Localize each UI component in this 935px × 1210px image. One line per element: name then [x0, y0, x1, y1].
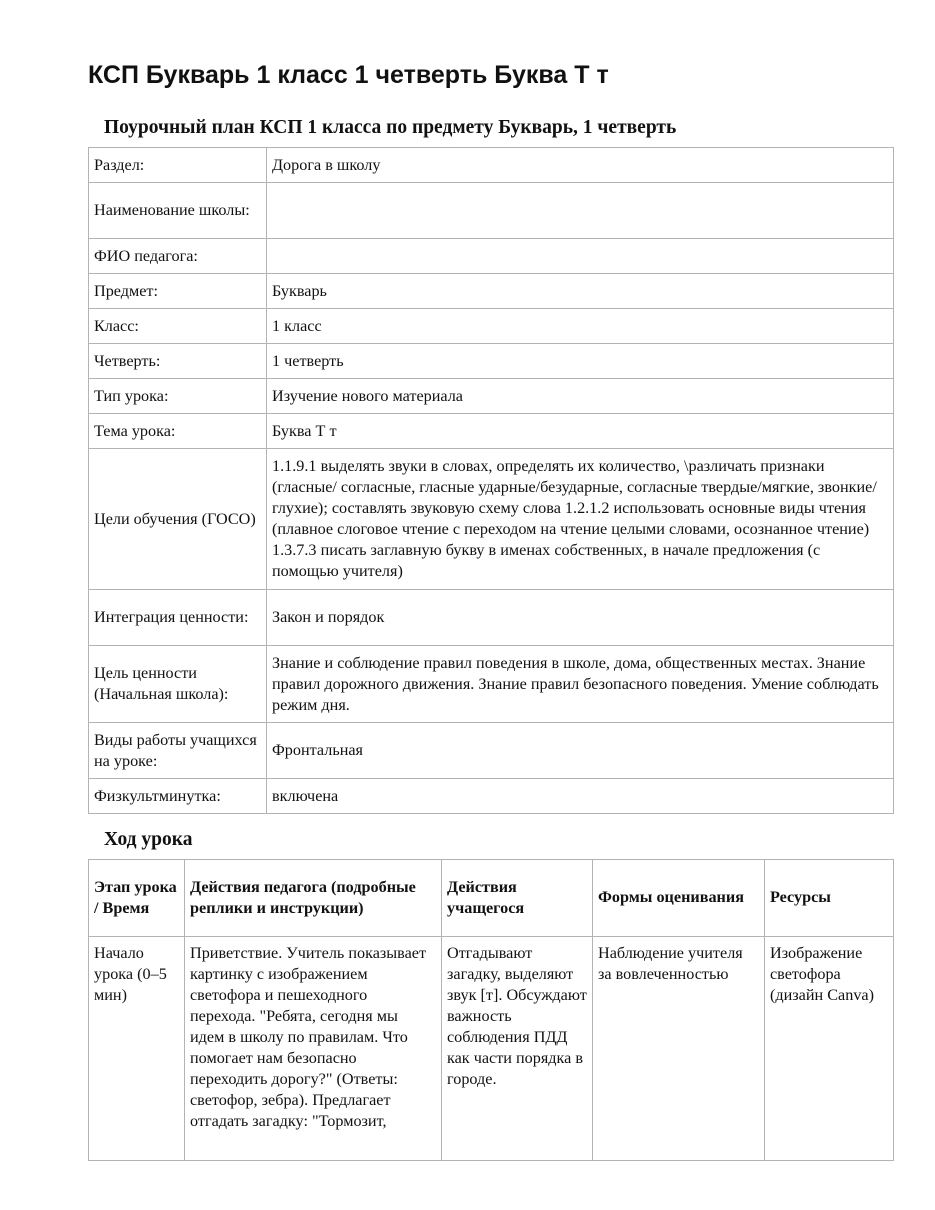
- column-header: Действия учащегося: [442, 860, 593, 937]
- info-label: Раздел:: [89, 148, 267, 183]
- info-row-learning-objectives: [89, 449, 894, 590]
- info-value: Буква Т т: [267, 414, 894, 449]
- stage-cell: Начало урока (0–5 мин): [89, 937, 185, 1161]
- info-label: Цели обучения (ГОСО): [89, 449, 267, 590]
- info-value: Изучение нового материала: [267, 379, 894, 414]
- info-row-physical-break: [89, 779, 894, 814]
- info-value: включена: [267, 779, 894, 814]
- info-value: Закон и порядок: [267, 590, 894, 646]
- info-value: [267, 239, 894, 274]
- info-label: Тема урока:: [89, 414, 267, 449]
- info-value: Фронтальная: [267, 723, 894, 779]
- info-label: Виды работы учащихся на уроке:: [89, 723, 267, 779]
- column-header: Ресурсы: [765, 860, 894, 937]
- info-label: Тип урока:: [89, 379, 267, 414]
- info-row-section: [89, 148, 894, 183]
- info-row-lesson-topic: [89, 414, 894, 449]
- info-label: Физкультминутка:: [89, 779, 267, 814]
- lesson-plan-heading: Поурочный план КСП 1 класса по предмету Букварь, 1 четверть: [104, 117, 677, 138]
- steps-header-row: [89, 860, 894, 937]
- table-row: [89, 937, 894, 1161]
- info-value: Букварь: [267, 274, 894, 309]
- info-row-lesson-type: [89, 379, 894, 414]
- info-label: Класс:: [89, 309, 267, 344]
- lesson-steps-table: [88, 859, 894, 1161]
- info-value: [267, 183, 894, 239]
- info-row-subject: [89, 274, 894, 309]
- info-row-school: [89, 183, 894, 239]
- assessment-cell: Наблюдение учителя за вовлеченностью: [593, 937, 765, 1161]
- info-label: Цель ценности (Начальная школа):: [89, 646, 267, 723]
- info-label: Четверть:: [89, 344, 267, 379]
- lesson-info-table: [88, 147, 894, 814]
- column-header: Действия педагога (подробные реплики и инструкции): [185, 860, 442, 937]
- info-value: Знание и соблюдение правил поведения в школе, дома, общественных местах. Знание правил дорожного движения. Знание правил безопасного поведения. Умение соблюдать режим дня.: [267, 646, 894, 723]
- info-value: 1.1.9.1 выделять звуки в словах, определять их количество, \различать признаки (гласные/ согласные, гласные ударные/безударные, согласные твердые/мягкие, звонкие/глухие); составлять звуковую схему слова 1.2.1.2 использовать основные виды чтения (плавное слоговое чтение с переходом на чтение целыми словами, осознанное чтение) 1.3.7.3 писать заглавную букву в именах собственных, в начале предложения (с помощью учителя): [267, 449, 894, 590]
- column-header: Этап урока / Время: [89, 860, 185, 937]
- info-label: ФИО педагога:: [89, 239, 267, 274]
- info-row-work-types: [89, 723, 894, 779]
- info-label: Наименование школы:: [89, 183, 267, 239]
- student-actions-cell: Отгадывают загадку, выделяют звук [т]. Обсуждают важность соблюдения ПДД как части порядка в городе.: [442, 937, 593, 1161]
- document-title: КСП Букварь 1 класс 1 четверть Буква Т т: [88, 61, 609, 89]
- resources-cell: Изображение светофора (дизайн Canva): [765, 937, 894, 1161]
- info-row-values-integration: [89, 590, 894, 646]
- info-label: Интеграция ценности:: [89, 590, 267, 646]
- info-value: Дорога в школу: [267, 148, 894, 183]
- teacher-actions-cell: Приветствие. Учитель показывает картинку с изображением светофора и пешеходного перехода. "Ребята, сегодня мы идем в школу по правилам. Что помогает нам безопасно переходить дорогу?" (Ответы: светофор, зебра). Предлагает отгадать загадку: "Тормозит,: [185, 937, 442, 1161]
- lesson-progress-heading: Ход урока: [104, 829, 193, 850]
- info-row-class: [89, 309, 894, 344]
- info-value: 1 класс: [267, 309, 894, 344]
- column-header: Формы оценивания: [593, 860, 765, 937]
- info-row-value-goal: [89, 646, 894, 723]
- info-row-quarter: [89, 344, 894, 379]
- info-label: Предмет:: [89, 274, 267, 309]
- info-row-teacher: [89, 239, 894, 274]
- info-value: 1 четверть: [267, 344, 894, 379]
